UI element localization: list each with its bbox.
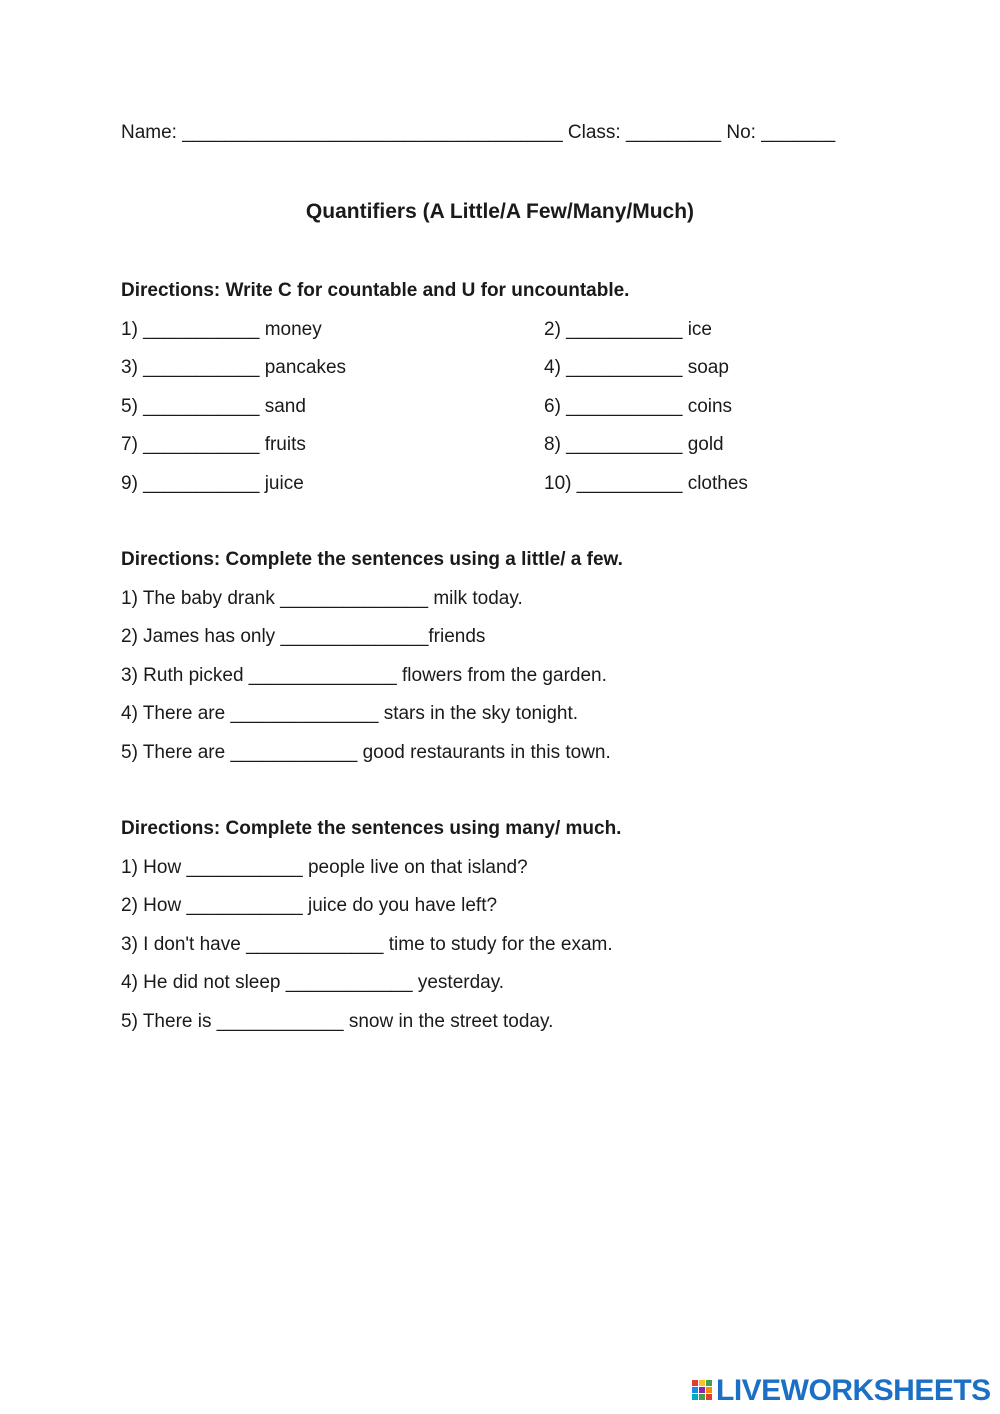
section2-item: 3) Ruth picked ______________ flowers from the garden. [121, 665, 607, 686]
section1-item: 7) ___________ fruits [121, 434, 306, 455]
section2-item: 1) The baby drank ______________ milk today. [121, 588, 523, 609]
section1-item: 8) ___________ gold [544, 434, 724, 455]
section3-item: 1) How ___________ people live on that island? [121, 857, 528, 878]
liveworksheets-logo-text: LIVEWORKSHEETS [716, 1374, 991, 1407]
section2-item: 4) There are ______________ stars in the sky tonight. [121, 703, 579, 724]
section1-directions: Directions: Write C for countable and U for uncountable. [121, 280, 630, 301]
section1-item: 2) ___________ ice [544, 319, 712, 340]
section2-item: 5) There are ____________ good restaurants in this town. [121, 742, 611, 763]
section3-item: 5) There is ____________ snow in the street today. [121, 1011, 554, 1032]
section2-directions: Directions: Complete the sentences using a little/ a few. [121, 549, 623, 570]
section1-item: 4) ___________ soap [544, 357, 729, 378]
section1-item: 1) ___________ money [121, 319, 322, 340]
section2-item: 2) James has only ______________friends [121, 626, 486, 647]
section1-item: 5) ___________ sand [121, 396, 306, 417]
section1-item: 3) ___________ pancakes [121, 357, 347, 378]
section1-item: 9) ___________ juice [121, 473, 304, 494]
name-class-number-line: Name: ____________________________________ Class: _________ No: _______ [121, 122, 836, 143]
section3-directions: Directions: Complete the sentences using many/ much. [121, 818, 622, 839]
liveworksheets-logo-icon [692, 1378, 714, 1404]
page-title: Quantifiers (A Little/A Few/Many/Much) [305, 200, 695, 223]
section1-item: 10) __________ clothes [544, 473, 748, 494]
section1-item: 6) ___________ coins [544, 396, 733, 417]
liveworksheets-logo [692, 1374, 991, 1408]
section3-item: 3) I don't have _____________ time to study for the exam. [121, 934, 613, 955]
section3-item: 4) He did not sleep ____________ yesterday. [121, 972, 505, 993]
section3-item: 2) How ___________ juice do you have left? [121, 895, 498, 916]
